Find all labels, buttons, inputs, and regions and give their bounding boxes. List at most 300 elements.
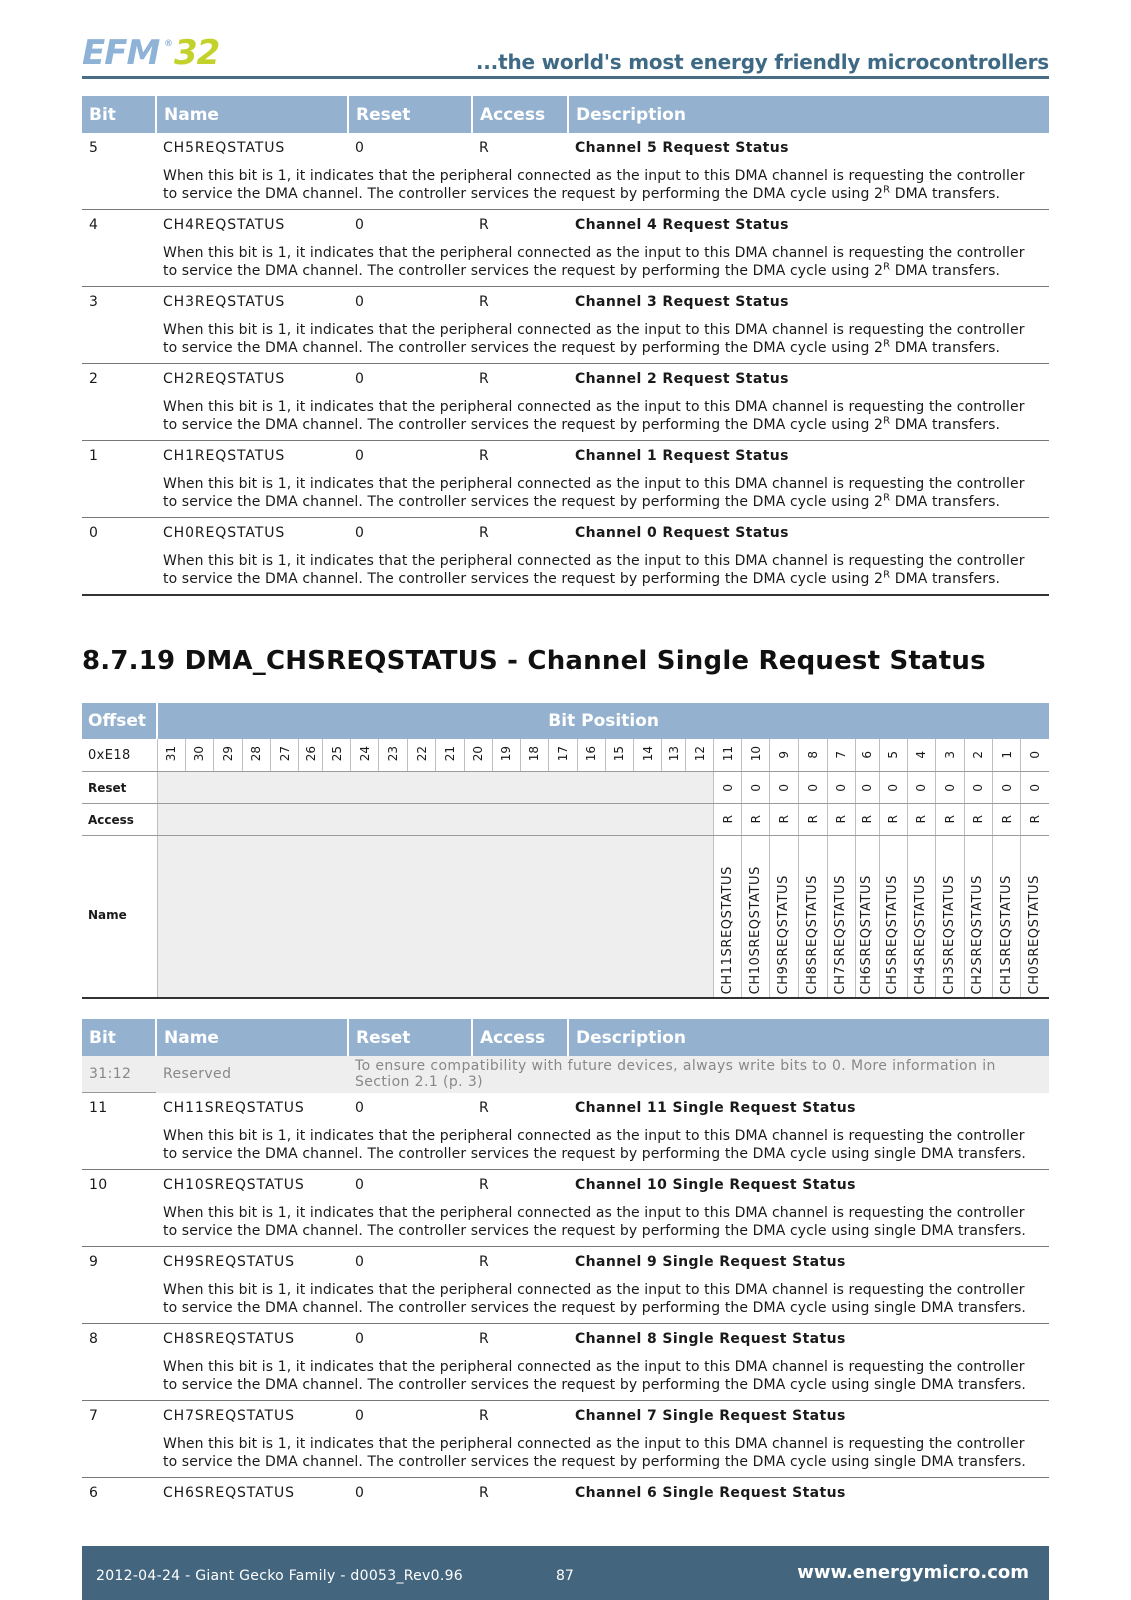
field-row — [82, 364, 1049, 389]
reserved-description: To ensure compatibility with future devices, always write bits to 0. More information in Section 2.1 (p. 3) — [348, 1056, 1049, 1093]
field-description-row — [82, 234, 1049, 287]
bit-number-label: 17 — [555, 745, 570, 762]
svg-text:EFM: EFM — [82, 34, 160, 70]
access-value: R — [971, 815, 986, 824]
bit-number — [157, 739, 185, 772]
bit-number — [185, 739, 213, 772]
field-access: R — [479, 525, 490, 541]
field-reset-value — [993, 772, 1021, 804]
field-reset-value — [770, 772, 799, 804]
bit-number — [879, 739, 907, 772]
field-description-row — [82, 311, 1049, 364]
field-title: Channel 10 Single Request Status — [575, 1177, 856, 1193]
reserved-row — [82, 1056, 1049, 1093]
bit-number — [464, 739, 492, 772]
spacer — [82, 1117, 156, 1170]
bit-number-label: 21 — [443, 745, 458, 762]
reset-value: 0 — [777, 783, 792, 792]
register-map-header — [82, 703, 1049, 739]
register-offset: 0xE18 — [82, 739, 157, 772]
reserved-bits — [157, 836, 714, 999]
access-value: R — [860, 815, 875, 824]
field-bit: 6 — [89, 1485, 99, 1501]
field-bit: 10 — [89, 1177, 108, 1193]
spacer — [82, 388, 156, 441]
field-description-row — [82, 157, 1049, 210]
field-bit: 2 — [89, 371, 99, 387]
field-title: Channel 3 Request Status — [575, 294, 789, 310]
field-access: R — [479, 371, 490, 387]
access-value: R — [834, 815, 849, 824]
field-bit: 5 — [89, 140, 99, 156]
field-access: R — [479, 1485, 490, 1501]
field-description — [156, 311, 1049, 364]
field-description — [156, 234, 1049, 287]
field-access-value — [935, 804, 964, 836]
register-map — [82, 703, 1049, 999]
field-reset-value — [879, 772, 907, 804]
description-text: When this bit is 1, it indicates that the peripheral connected as the input to this DMA channel is requesting the controller to service the DMA channel. The controller services the request by performing the DMA cycle using 2 — [163, 322, 1025, 356]
field-access: R — [479, 1177, 490, 1193]
footer-url[interactable]: www.energymicro.com — [797, 1562, 1029, 1583]
tagline: ...the world's most energy friendly microcontrollers — [475, 50, 1049, 74]
field-name-cell — [993, 836, 1021, 999]
bit-number-label: 5 — [886, 751, 901, 759]
field-reset-value — [855, 772, 879, 804]
field-row — [82, 287, 1049, 312]
field-row — [82, 518, 1049, 543]
bit-number-label: 2 — [971, 751, 986, 759]
field-row — [82, 1247, 1049, 1272]
field-bit: 9 — [89, 1254, 99, 1270]
name-label: Name — [82, 836, 157, 999]
field-title: Channel 2 Request Status — [575, 371, 789, 387]
reserved-name: Reserved — [156, 1056, 348, 1093]
field-table-continued — [82, 96, 1049, 596]
field-name-cell — [742, 836, 770, 999]
field-description: When this bit is 1, it indicates that the peripheral connected as the input to this DMA channel is requesting the controller to service the DMA channel. The controller services the request by performing the DMA cycle using single DMA transfers. — [156, 1348, 1049, 1401]
field-reset: 0 — [355, 140, 365, 156]
access-value: R — [942, 815, 957, 824]
field-reset: 0 — [355, 1254, 365, 1270]
field-description: When this bit is 1, it indicates that the peripheral connected as the input to this DMA channel is requesting the controller to service the DMA channel. The controller services the request by performing the DMA cycle using single DMA transfers. — [156, 1117, 1049, 1170]
description-text: When this bit is 1, it indicates that the peripheral connected as the input to this DMA channel is requesting the controller to service the DMA channel. The controller services the request by performing the DMA cycle using 2 — [163, 399, 1025, 433]
field-description: When this bit is 1, it indicates that the peripheral connected as the input to this DMA channel is requesting the controller to service the DMA channel. The controller services the request by performing the DMA cycle using single DMA transfers. — [156, 1425, 1049, 1478]
col-access: Access — [472, 1019, 568, 1056]
reset-value: 0 — [748, 783, 763, 792]
field-name-cell — [1021, 836, 1049, 999]
bit-number-label: 10 — [748, 745, 763, 762]
exponent: R — [883, 184, 891, 196]
field-title: Channel 5 Request Status — [575, 140, 789, 156]
bit-number — [520, 739, 548, 772]
page-number: 87 — [556, 1568, 574, 1584]
field-reset-value — [964, 772, 992, 804]
description-end: DMA transfers. — [890, 263, 1001, 279]
field-bit: 3 — [89, 294, 99, 310]
reset-value: 0 — [806, 783, 821, 792]
description-text: When this bit is 1, it indicates that the peripheral connected as the input to this DMA channel is requesting the controller to service the DMA channel. The controller services the request by performing the DMA cycle using 2 — [163, 476, 1025, 510]
field-title: Channel 4 Request Status — [575, 217, 789, 233]
bit-number-label: 23 — [386, 745, 401, 762]
bit-number-label: 1 — [999, 751, 1014, 759]
bit-number — [964, 739, 992, 772]
spacer — [82, 157, 156, 210]
field-name: CH3REQSTATUS — [163, 294, 286, 310]
bit-number — [408, 739, 436, 772]
access-value: R — [777, 815, 792, 824]
field-description — [156, 465, 1049, 518]
field-reset: 0 — [355, 371, 365, 387]
field-reset: 0 — [355, 1177, 365, 1193]
bit-number — [271, 739, 299, 772]
header-rule — [82, 76, 1049, 79]
bit-number-label: 27 — [277, 745, 292, 762]
bit-number-label: 4 — [914, 751, 929, 759]
field-access: R — [479, 294, 490, 310]
spacer — [82, 1271, 156, 1324]
reset-value: 0 — [720, 783, 735, 792]
field-access: R — [479, 217, 490, 233]
field-access-value — [827, 804, 855, 836]
reset-value: 0 — [860, 783, 875, 792]
field-name-cell — [907, 836, 935, 999]
field-name: CH9SREQSTATUS — [163, 1254, 295, 1270]
field-bit: 4 — [89, 217, 99, 233]
field-name: CH6SREQSTATUS — [163, 1485, 295, 1501]
col-bit: Bit — [82, 1019, 156, 1056]
spacer — [82, 465, 156, 518]
field-name: CH10SREQSTATUS — [747, 865, 763, 994]
field-access-value — [742, 804, 770, 836]
field-reset: 0 — [355, 1099, 365, 1116]
field-table-header — [82, 1019, 1049, 1056]
field-access-value — [993, 804, 1021, 836]
field-name: CH5REQSTATUS — [163, 140, 286, 156]
reset-value: 0 — [942, 783, 957, 792]
bit-number — [379, 739, 408, 772]
bit-number — [686, 739, 714, 772]
bit-number-label: 26 — [303, 745, 318, 762]
reserved-bits — [157, 804, 714, 836]
access-value: R — [914, 815, 929, 824]
field-bit: 11 — [89, 1100, 108, 1116]
access-value: R — [720, 815, 735, 824]
bit-number-row — [82, 739, 1049, 772]
spacer — [82, 1425, 156, 1478]
bit-number-label: 22 — [414, 745, 429, 762]
exponent: R — [883, 569, 891, 581]
field-name: CH2SREQSTATUS — [970, 874, 986, 994]
field-name: CH8SREQSTATUS — [163, 1331, 295, 1347]
col-description: Description — [568, 1019, 1049, 1056]
field-name: CH4SREQSTATUS — [913, 874, 929, 994]
field-access-value — [1021, 804, 1049, 836]
field-name: CH7SREQSTATUS — [163, 1408, 295, 1424]
field-name: CH5SREQSTATUS — [885, 874, 901, 994]
exponent: R — [883, 492, 891, 504]
reset-value: 0 — [886, 783, 901, 792]
bit-number — [351, 739, 379, 772]
exponent: R — [883, 261, 891, 273]
bit-number-label: 16 — [584, 745, 599, 762]
bit-number-label: 18 — [527, 745, 542, 762]
bit-number — [907, 739, 935, 772]
field-name: CH2REQSTATUS — [163, 371, 286, 387]
bit-number — [662, 739, 686, 772]
bit-number — [436, 739, 464, 772]
field-name-cell — [827, 836, 855, 999]
field-row — [82, 1324, 1049, 1349]
field-name-cell — [714, 836, 742, 999]
spacer — [82, 1194, 156, 1247]
reset-value: 0 — [1028, 783, 1043, 792]
spacer — [82, 311, 156, 364]
field-name: CH8SREQSTATUS — [805, 874, 821, 994]
reset-value: 0 — [914, 783, 929, 792]
spacer — [82, 234, 156, 287]
field-title: Channel 8 Single Request Status — [575, 1331, 846, 1347]
bit-number-label: 8 — [806, 751, 821, 759]
field-description-row — [82, 1271, 1049, 1324]
field-name-cell — [799, 836, 827, 999]
col-name: Name — [156, 96, 348, 133]
field-reset-value — [827, 772, 855, 804]
field-name: CH0REQSTATUS — [163, 525, 286, 541]
bit-number-label: 6 — [860, 751, 875, 759]
field-access: R — [479, 1331, 490, 1347]
bit-number-label: 14 — [640, 745, 655, 762]
field-access-value — [907, 804, 935, 836]
field-access-value — [964, 804, 992, 836]
field-access-value — [770, 804, 799, 836]
field-title: Channel 6 Single Request Status — [575, 1485, 846, 1501]
field-name-cell — [855, 836, 879, 999]
access-value: R — [748, 815, 763, 824]
bit-number — [213, 739, 242, 772]
description-end: DMA transfers. — [890, 571, 1001, 587]
bit-number-label: 3 — [942, 751, 957, 759]
exponent: R — [883, 415, 891, 427]
exponent: R — [883, 338, 891, 350]
bit-number-label: 13 — [666, 745, 681, 762]
bit-number — [242, 739, 270, 772]
field-description — [156, 157, 1049, 210]
field-description: When this bit is 1, it indicates that the peripheral connected as the input to this DMA channel is requesting the controller to service the DMA channel. The controller services the request by performing the DMA cycle using single DMA transfers. — [156, 1194, 1049, 1247]
field-name: CH10SREQSTATUS — [163, 1177, 305, 1193]
description-text: When this bit is 1, it indicates that the peripheral connected as the input to this DMA channel is requesting the controller to service the DMA channel. The controller services the request by performing the DMA cycle using 2 — [163, 245, 1025, 279]
reset-value: 0 — [834, 783, 849, 792]
bit-number-label: 25 — [329, 745, 344, 762]
bit-number-label: 9 — [777, 751, 792, 759]
svg-text:32: 32 — [174, 34, 220, 70]
field-reset: 0 — [355, 525, 365, 541]
field-access-value — [799, 804, 827, 836]
field-reset-value — [907, 772, 935, 804]
field-reset-value — [1021, 772, 1049, 804]
bit-number-label: 0 — [1028, 751, 1043, 759]
bit-number-label: 7 — [834, 751, 849, 759]
field-access-value — [879, 804, 907, 836]
description-end: DMA transfers. — [890, 340, 1001, 356]
field-description — [156, 542, 1049, 595]
access-row — [82, 804, 1049, 836]
spacer — [82, 1348, 156, 1401]
access-value: R — [1028, 815, 1043, 824]
field-description-row — [82, 388, 1049, 441]
field-row — [82, 441, 1049, 466]
bit-number — [577, 739, 605, 772]
reset-value: 0 — [999, 783, 1014, 792]
svg-text:®: ® — [164, 39, 173, 49]
field-bit: 1 — [89, 448, 99, 464]
col-reset: Reset — [348, 96, 472, 133]
field-row — [82, 210, 1049, 235]
bit-number-label: 29 — [220, 745, 235, 762]
col-bit: Bit — [82, 96, 156, 133]
field-access: R — [479, 1254, 490, 1270]
col-access: Access — [472, 96, 568, 133]
bit-number — [935, 739, 964, 772]
field-access: R — [479, 140, 490, 156]
description-end: DMA transfers. — [890, 186, 1001, 202]
bit-number-label: 24 — [357, 745, 372, 762]
bit-number-label: 19 — [499, 745, 514, 762]
bit-number — [548, 739, 577, 772]
field-description — [156, 388, 1049, 441]
field-description-row — [82, 1194, 1049, 1247]
field-reset: 0 — [355, 1331, 365, 1347]
field-access: R — [479, 448, 490, 464]
bit-number-label: 31 — [164, 745, 179, 762]
field-title: Channel 0 Request Status — [575, 525, 789, 541]
field-description-row — [82, 465, 1049, 518]
field-reset: 0 — [355, 294, 365, 310]
field-name: CH0SREQSTATUS — [1027, 874, 1043, 994]
field-description-row — [82, 1425, 1049, 1478]
bit-number — [605, 739, 633, 772]
bit-number — [827, 739, 855, 772]
field-title: Channel 7 Single Request Status — [575, 1408, 846, 1424]
field-row — [82, 133, 1049, 157]
col-reset: Reset — [348, 1019, 472, 1056]
bit-number-label: 11 — [720, 745, 735, 762]
field-row — [82, 1401, 1049, 1426]
field-name: CH11SREQSTATUS — [163, 1099, 305, 1116]
col-name: Name — [156, 1019, 348, 1056]
field-access: R — [479, 1099, 490, 1116]
bit-position-label: Bit Position — [157, 703, 1049, 739]
field-name: CH1REQSTATUS — [163, 448, 286, 464]
field-name-cell — [935, 836, 964, 999]
field-name-cell — [964, 836, 992, 999]
field-name: CH3SREQSTATUS — [941, 874, 957, 994]
footer — [82, 1546, 1049, 1600]
col-description: Description — [568, 96, 1049, 133]
field-access-value — [714, 804, 742, 836]
reset-value: 0 — [971, 783, 986, 792]
field-access-value — [855, 804, 879, 836]
field-bit: 0 — [89, 525, 99, 541]
field-reset: 0 — [355, 1408, 365, 1424]
field-reset-value — [742, 772, 770, 804]
field-table-header — [82, 96, 1049, 133]
field-reset-value — [799, 772, 827, 804]
field-reset: 0 — [355, 1485, 365, 1501]
access-value: R — [806, 815, 821, 824]
description-text: When this bit is 1, it indicates that the peripheral connected as the input to this DMA channel is requesting the controller to service the DMA channel. The controller services the request by performing the DMA cycle using 2 — [163, 168, 1025, 202]
reset-row — [82, 772, 1049, 804]
field-title: Channel 11 Single Request Status — [575, 1099, 856, 1116]
field-reset: 0 — [355, 448, 365, 464]
bit-number — [993, 739, 1021, 772]
access-label: Access — [82, 804, 157, 836]
field-title: Channel 1 Request Status — [575, 448, 789, 464]
bit-number — [299, 739, 323, 772]
section-heading: 8.7.19 DMA_CHSREQSTATUS - Channel Single Request Status — [82, 646, 986, 676]
bit-number-label: 12 — [692, 745, 707, 762]
bit-number — [323, 739, 351, 772]
field-reset-value — [714, 772, 742, 804]
description-end: DMA transfers. — [890, 494, 1001, 510]
reserved-bit: 31:12 — [82, 1056, 156, 1093]
spacer — [82, 542, 156, 595]
field-name: CH1SREQSTATUS — [998, 874, 1014, 994]
field-bit: 7 — [89, 1408, 99, 1424]
efm32-logo — [82, 34, 278, 70]
field-row — [82, 1478, 1049, 1503]
bit-number — [714, 739, 742, 772]
field-reset: 0 — [355, 217, 365, 233]
footer-doc-info: 2012-04-24 - Giant Gecko Family - d0053_Rev0.96 — [96, 1568, 464, 1584]
bit-number — [742, 739, 770, 772]
field-table — [82, 1019, 1049, 1502]
field-description-row — [82, 1348, 1049, 1401]
bit-number-label: 20 — [471, 745, 486, 762]
access-value: R — [999, 815, 1014, 824]
field-reset-value — [935, 772, 964, 804]
field-description-row — [82, 1117, 1049, 1170]
field-title: Channel 9 Single Request Status — [575, 1254, 846, 1270]
field-name-cell — [770, 836, 799, 999]
offset-label: Offset — [82, 703, 157, 739]
field-description: When this bit is 1, it indicates that the peripheral connected as the input to this DMA channel is requesting the controller to service the DMA channel. The controller services the request by performing the DMA cycle using single DMA transfers. — [156, 1271, 1049, 1324]
bit-number — [634, 739, 662, 772]
field-access: R — [479, 1408, 490, 1424]
bit-number — [799, 739, 827, 772]
field-name-cell — [879, 836, 907, 999]
bit-number-label: 28 — [249, 745, 264, 762]
field-name: CH9SREQSTATUS — [776, 874, 792, 994]
access-value: R — [886, 815, 901, 824]
description-text: When this bit is 1, it indicates that the peripheral connected as the input to this DMA channel is requesting the controller to service the DMA channel. The controller services the request by performing the DMA cycle using 2 — [163, 553, 1025, 587]
bit-number-label: 15 — [612, 745, 627, 762]
bit-number — [492, 739, 520, 772]
bit-number — [855, 739, 879, 772]
reserved-bits — [157, 772, 714, 804]
field-row — [82, 1093, 1049, 1118]
field-name: CH7SREQSTATUS — [833, 874, 849, 994]
bit-number — [1021, 739, 1049, 772]
field-description-row — [82, 542, 1049, 595]
description-end: DMA transfers. — [890, 417, 1001, 433]
name-row — [82, 836, 1049, 999]
field-name: CH6SREQSTATUS — [859, 874, 875, 994]
field-bit: 8 — [89, 1331, 99, 1347]
reset-label: Reset — [82, 772, 157, 804]
bit-number — [770, 739, 799, 772]
field-name: CH4REQSTATUS — [163, 217, 286, 233]
